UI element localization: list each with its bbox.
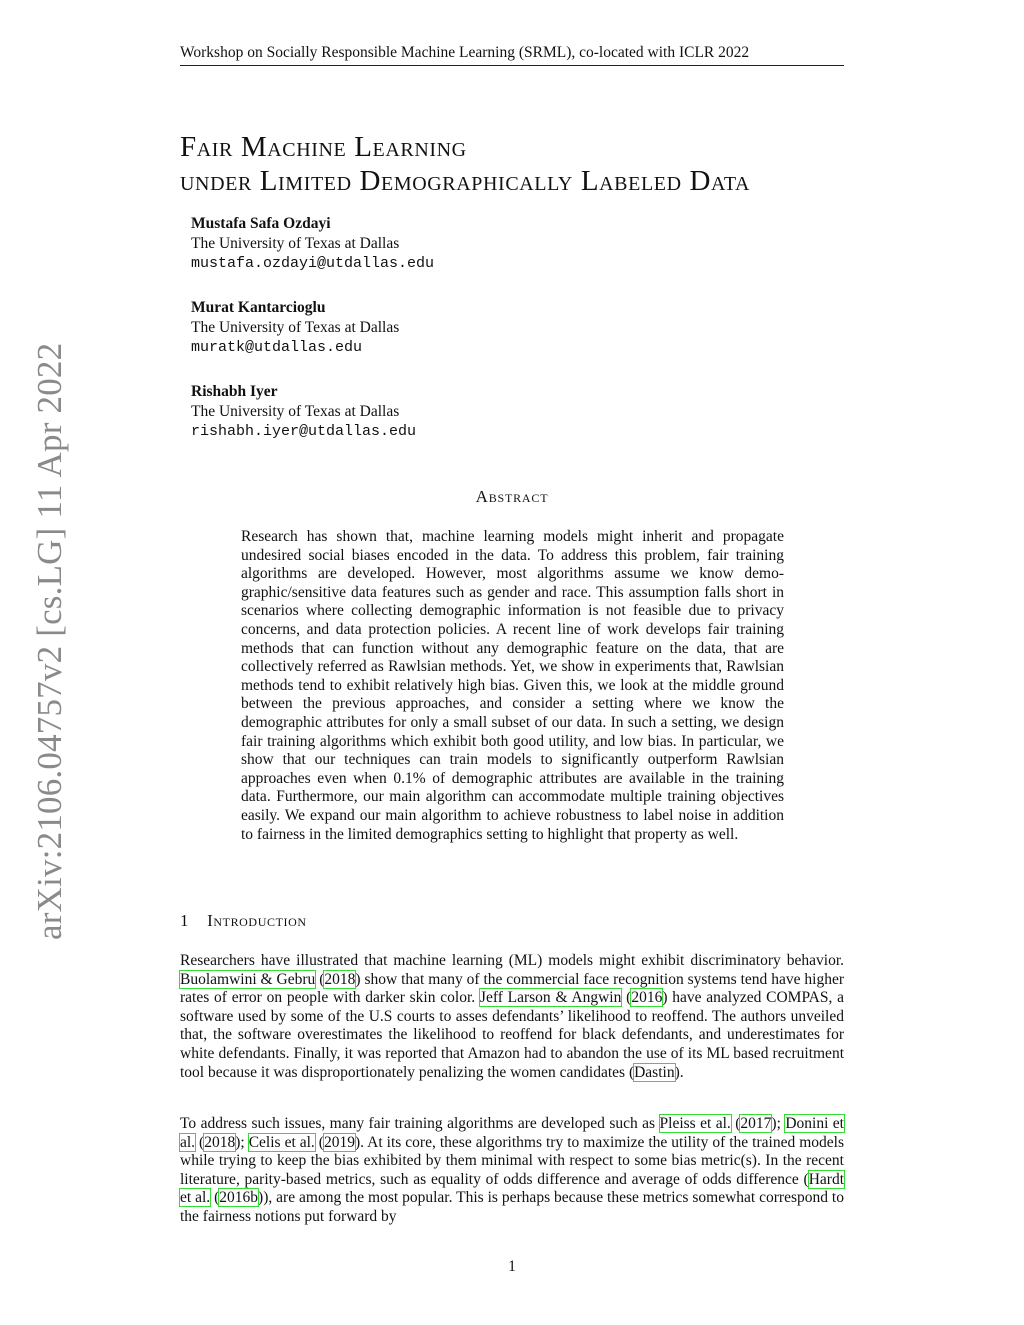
- citation-year-link[interactable]: 2019: [323, 1133, 355, 1151]
- intro-paragraph-2: [180, 1115, 844, 1227]
- author-block: [191, 382, 416, 442]
- paper-title: [180, 130, 860, 198]
- citation-link[interactable]: Celis et al.: [248, 1133, 315, 1151]
- paragraph-text: ).: [674, 1063, 684, 1081]
- citation-link[interactable]: Pleiss et al.: [659, 1115, 731, 1132]
- citation-link[interactable]: Hardt et al.: [180, 1170, 844, 1207]
- citation-year-link[interactable]: 2018: [204, 1133, 236, 1151]
- running-header: Workshop on Socially Responsible Machine Learning (SRML), co-located with ICLR 2022: [180, 44, 844, 66]
- citation-year-link[interactable]: 2017: [740, 1115, 772, 1132]
- author-block: [191, 298, 399, 358]
- paragraph-text: ) show that many of the commercial face recognition systems tend have higher rates of error on people with darker skin color.: [180, 970, 845, 1007]
- paragraph-text: )), are among the most popular. This is perhaps because these metrics somewhat correspond to the fairness notions put forward by: [180, 1189, 844, 1225]
- paragraph-text: );: [235, 1133, 249, 1151]
- paragraph-text: (: [730, 1115, 741, 1132]
- section-title: Introduction: [207, 911, 307, 930]
- paragraph-text: (: [315, 970, 325, 988]
- citation-link[interactable]: Buolamwini & Gebru: [180, 970, 316, 988]
- section-heading-introduction: [180, 911, 307, 931]
- citation-link[interactable]: Jeff Larson & Angwin: [479, 989, 622, 1007]
- author-name: Mustafa Safa Ozdayi: [191, 215, 331, 232]
- arxiv-identifier[interactable]: arXiv:2106.04757v2 [cs.LG] 11 Apr 2022: [30, 342, 69, 940]
- author-affiliation: The University of Texas at Dallas: [191, 403, 400, 420]
- intro-paragraph-1: [180, 952, 844, 1082]
- paragraph-text: (: [195, 1133, 205, 1151]
- citation-year-link[interactable]: 2016b: [219, 1189, 259, 1207]
- author-email: mustafa.ozdayi@utdallas.edu: [191, 255, 435, 272]
- paragraph-text: (: [210, 1189, 220, 1207]
- author-name: Murat Kantarcioglu: [191, 299, 326, 316]
- section-number: 1: [180, 911, 190, 930]
- paragraph-text: To address such issues, many fair training algorithms are developed such as: [180, 1115, 660, 1132]
- author-email: rishabh.iyer@utdallas.edu: [191, 423, 417, 440]
- paragraph-text: (: [314, 1133, 324, 1151]
- author-affiliation: The University of Texas at Dallas: [191, 235, 400, 252]
- page-number: 1: [508, 1258, 516, 1275]
- paragraph-text: ). At its core, these algorithms try to maximize the utility of the trained models while trying to keep the bias exhibited by them minimal with respect to some bias metric(s). In the recent literature, parity-based metrics, such as equality of odds difference and average of odds difference (: [180, 1133, 844, 1188]
- citation-link[interactable]: Donini et al.: [180, 1115, 844, 1151]
- author-email: muratk@utdallas.edu: [191, 339, 363, 356]
- citation-year-link[interactable]: 2016: [631, 989, 663, 1007]
- citation-link[interactable]: Dastin: [634, 1063, 675, 1081]
- abstract-heading: Abstract: [475, 487, 549, 506]
- citation-year-link[interactable]: 2018: [324, 970, 356, 988]
- title-line-2: under Limited Demographically Labeled Data: [180, 165, 751, 197]
- author-affiliation: The University of Texas at Dallas: [191, 319, 400, 336]
- author-name: Rishabh Iyer: [191, 383, 278, 400]
- paragraph-text: (: [621, 989, 632, 1007]
- abstract-text: Research has shown that, machine learning models might inherit and propagate undesired social biases encoded in the data. To address this problem, fair training algorithms are developed. However, most algorithms assume we know demo-graphic/sensitive data features such as gender and race. This assumption falls short in scenarios where collecting demographic information is not feasible due to privacy concerns, and data protection policies. A recent line of work develops fair training methods that can function without any demographic feature on the data, that are collectively referred as Rawlsian methods. Yet, we show in experiments that, Rawlsian methods tend to exhibit relatively high bias. Given this, we look at the middle ground between the previous approaches, and consider a setting where we know the demographic attributes for only a small subset of our data. In such a setting, we design fair training algorithms which exhibit both good utility, and low bias. In particular, we show that our techniques can train models to significantly outperform Rawlsian approaches even when 0.1% of demographic attributes are available in the training data. Furthermore, our main algorithm can accommodate multiple training objectives easily. We expand our main algorithm to achieve robustness to label noise in addition to fairness in the limited demographics setting to highlight that property as well.: [241, 528, 784, 843]
- author-block: [191, 214, 434, 274]
- title-line-1: Fair Machine Learning: [180, 131, 467, 163]
- paragraph-text: ) have analyzed COMPAS, a software used by some of the U.S courts to asses defendants’ likelihood to reoffend. The authors unveiled that, the software overestimates the likelihood to reoffend for black defendants, and underestimates for white defendants. Finally, it was reported that Amazon had to abandon the use of its ML based recruitment tool because it was disproportionately penalizing the women candidates (: [180, 989, 844, 1081]
- paragraph-text: Researchers have illustrated that machine learning (ML) models might exhibit discriminatory behavior.: [180, 952, 844, 969]
- paragraph-text: );: [771, 1115, 786, 1132]
